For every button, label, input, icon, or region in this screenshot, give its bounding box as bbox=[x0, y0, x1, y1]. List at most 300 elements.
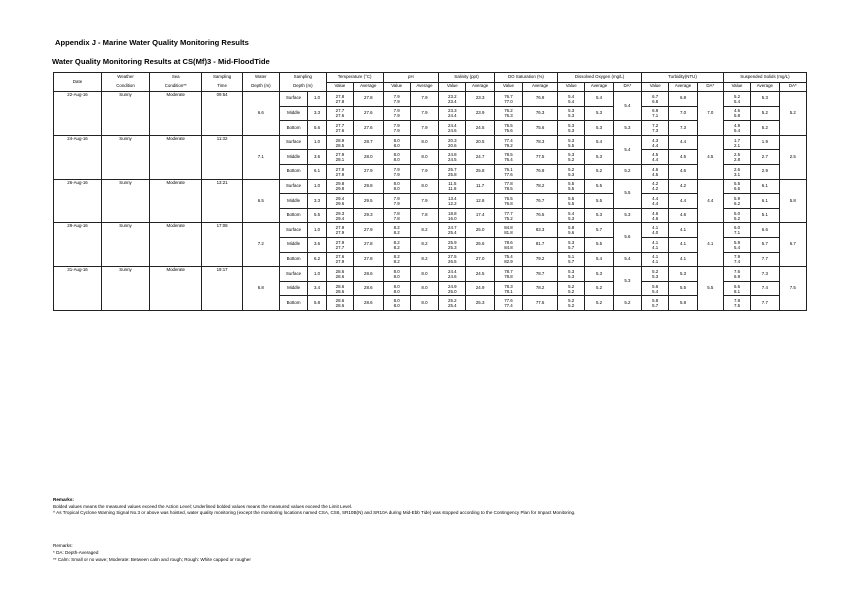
turbidity-values-reading: 6.8 bbox=[652, 98, 659, 104]
do-saturation-values-reading: 78.6 bbox=[504, 239, 513, 245]
dissolved-oxygen-average: 5.3 bbox=[585, 121, 613, 136]
temperature-values-reading: 28.1 bbox=[335, 157, 345, 163]
do-saturation-average: 76.7 bbox=[523, 194, 558, 209]
col-header-suspended-solids: Suspended Solids (mg/L) bbox=[723, 73, 806, 83]
salinity-values-reading: 24.6 bbox=[448, 127, 457, 133]
temperature-values-reading: 29.6 bbox=[335, 200, 345, 206]
dissolved-oxygen-average: 5.4 bbox=[585, 135, 613, 150]
ph-values-reading: 8.0 bbox=[393, 268, 400, 274]
temperature-values-reading: 28.6 bbox=[335, 303, 345, 309]
do-saturation-values-reading: 76.4 bbox=[504, 157, 513, 163]
do-saturation-values-reading: 77.6 bbox=[504, 171, 513, 177]
dissolved-oxygen-average: 5.3 bbox=[585, 208, 613, 223]
turbidity-values-reading: 4.4 bbox=[652, 157, 659, 163]
ph-average: 8.0 bbox=[410, 281, 438, 296]
turbidity-average: 4.2 bbox=[669, 179, 697, 194]
ph-values-reading: 7.9 bbox=[393, 200, 400, 206]
suspended-solids-values-reading: 5.9 bbox=[733, 239, 741, 245]
salinity-values bbox=[439, 150, 466, 165]
subheader-da: DA* bbox=[697, 82, 723, 92]
ph-values-reading: 8.0 bbox=[393, 273, 400, 279]
do-saturation-values-reading: 78.3 bbox=[504, 283, 513, 289]
dissolved-oxygen-values-reading: 5.2 bbox=[568, 157, 575, 163]
temperature-average: 27.8 bbox=[354, 92, 383, 107]
suspended-solids-values-reading: 2.5 bbox=[733, 152, 741, 158]
turbidity-values bbox=[642, 92, 669, 107]
do-saturation-values-reading: 77.4 bbox=[504, 303, 513, 309]
sampling-level-cell: Bottom bbox=[279, 252, 307, 267]
subheader-average: Average bbox=[466, 82, 494, 92]
temperature-values-reading: 29.8 bbox=[335, 186, 345, 192]
col-header-turbidity: Turbidity(NTU) bbox=[642, 73, 724, 83]
suspended-solids-values-reading: 5.4 bbox=[733, 244, 741, 250]
suspended-solids-values bbox=[723, 237, 750, 252]
do-saturation-values-reading: 78.1 bbox=[504, 288, 513, 294]
temperature-values-reading: 27.9 bbox=[335, 239, 345, 245]
salinity-values bbox=[439, 92, 466, 107]
dissolved-oxygen-values-reading: 5.5 bbox=[568, 142, 575, 148]
turbidity-values bbox=[642, 267, 669, 282]
remarks-bottom bbox=[53, 543, 251, 563]
turbidity-average: 5.8 bbox=[669, 296, 697, 311]
do-saturation-values-reading: 76.2 bbox=[504, 108, 513, 114]
dissolved-oxygen-values-reading: 5.4 bbox=[568, 93, 575, 99]
temperature-values-reading: 27.8 bbox=[335, 98, 345, 104]
turbidity-average: 4.1 bbox=[669, 252, 697, 267]
salinity-values-reading: 12.2 bbox=[448, 200, 457, 206]
sea-condition-cell: Moderate bbox=[150, 267, 202, 311]
turbidity-values bbox=[642, 179, 669, 194]
suspended-solids-values-reading: 5.5 bbox=[733, 181, 741, 187]
sampling-depth-cell: 6.2 bbox=[308, 252, 327, 267]
sampling-level-cell: Middle bbox=[279, 106, 307, 121]
ph-values-reading: 8.0 bbox=[393, 298, 400, 304]
salinity-average: 12.8 bbox=[466, 194, 494, 209]
do-saturation-values-reading: 77.6 bbox=[504, 298, 513, 304]
salinity-values bbox=[439, 194, 466, 209]
subheader-value: Value bbox=[642, 82, 669, 92]
dissolved-oxygen-values-reading: 5.3 bbox=[568, 108, 575, 114]
dissolved-oxygen-values bbox=[558, 223, 585, 238]
weather-cell: Sunny bbox=[102, 92, 150, 136]
ph-values-reading: 7.9 bbox=[393, 122, 400, 128]
dissolved-oxygen-da: 5.6 bbox=[613, 223, 641, 252]
sampling-level-cell: Bottom bbox=[279, 296, 307, 311]
salinity-values-reading: 25.2 bbox=[448, 298, 457, 304]
sampling-level-cell: Middle bbox=[279, 281, 307, 296]
subheader-value: Value bbox=[383, 82, 410, 92]
do-saturation-values-reading: 77.4 bbox=[504, 137, 513, 143]
dissolved-oxygen-average: 5.5 bbox=[585, 179, 613, 194]
temperature-values-reading: 27.8 bbox=[335, 93, 345, 99]
do-saturation-average: 77.5 bbox=[523, 296, 558, 311]
temperature-average: 28.0 bbox=[354, 150, 383, 165]
temperature-values bbox=[326, 237, 353, 252]
subheader-value: Value bbox=[723, 82, 750, 92]
suspended-solids-average: 7.4 bbox=[751, 281, 779, 296]
sampling-depth-cell: 5.6 bbox=[308, 121, 327, 136]
ph-values-reading: 7.9 bbox=[393, 113, 400, 119]
ph-values bbox=[383, 237, 410, 252]
sampling-level-cell: Surface bbox=[279, 92, 307, 107]
dissolved-oxygen-values bbox=[558, 121, 585, 136]
sea-condition-cell: Moderate bbox=[150, 92, 202, 136]
dissolved-oxygen-average: 5.3 bbox=[585, 150, 613, 165]
ph-values-reading: 7.8 bbox=[393, 215, 400, 221]
suspended-solids-average: 7.3 bbox=[751, 267, 779, 282]
ph-values bbox=[383, 208, 410, 223]
dissolved-oxygen-values-reading: 5.3 bbox=[568, 152, 575, 158]
turbidity-values-reading: 4.4 bbox=[652, 142, 659, 148]
turbidity-average: 4.5 bbox=[669, 150, 697, 165]
dissolved-oxygen-values bbox=[558, 252, 585, 267]
ph-average: 8.0 bbox=[410, 179, 438, 194]
suspended-solids-average: 5.7 bbox=[751, 237, 779, 252]
dissolved-oxygen-values-reading: 5.2 bbox=[568, 288, 575, 294]
turbidity-values-reading: 4.1 bbox=[652, 239, 659, 245]
turbidity-values-reading: 4.6 bbox=[652, 215, 659, 221]
col-header-weather: Weather Condition bbox=[102, 73, 150, 92]
col-header-ph: pH bbox=[383, 73, 439, 83]
turbidity-values-reading: 7.3 bbox=[652, 127, 659, 133]
col-header-sampling-depth: Sampling Depth (m) bbox=[279, 73, 326, 92]
turbidity-average: 7.3 bbox=[669, 121, 697, 136]
ph-values bbox=[383, 164, 410, 179]
turbidity-average: 4.4 bbox=[669, 194, 697, 209]
dissolved-oxygen-average: 5.2 bbox=[585, 281, 613, 296]
salinity-average: 23.3 bbox=[466, 92, 494, 107]
dissolved-oxygen-average: 5.7 bbox=[585, 223, 613, 238]
ph-values bbox=[383, 135, 410, 150]
water-depth-cell: 6.6 bbox=[242, 92, 279, 136]
col-header-date: Date bbox=[54, 73, 102, 92]
ph-values bbox=[383, 106, 410, 121]
temperature-values-reading: 27.7 bbox=[335, 122, 345, 128]
remarks-line: ^ As Tropical Cyclone Warning Signal No.3 or above was hoisted, water quality monitoring (except the monitoring locations named CSA, CS6, SR10B(N) and SR10A during Mid-Ebb Tide) was stopped according to the Contingency Plan for Impact Monitoring. bbox=[53, 510, 576, 516]
salinity-values-reading: 25.4 bbox=[448, 230, 457, 236]
dissolved-oxygen-average: 5.2 bbox=[585, 164, 613, 179]
header-row-1 bbox=[54, 73, 807, 83]
do-saturation-values-reading: 84.8 bbox=[504, 225, 513, 231]
water-quality-table bbox=[53, 72, 807, 311]
ph-values-reading: 8.0 bbox=[393, 288, 400, 294]
dissolved-oxygen-average: 5.5 bbox=[585, 194, 613, 209]
ph-values bbox=[383, 150, 410, 165]
suspended-solids-values bbox=[723, 164, 750, 179]
sampling-time-cell: 09:54 bbox=[202, 92, 242, 136]
do-saturation-values bbox=[494, 208, 522, 223]
do-saturation-average: 75.6 bbox=[523, 121, 558, 136]
do-saturation-values bbox=[494, 194, 522, 209]
turbidity-values-reading: 5.6 bbox=[652, 283, 659, 289]
suspended-solids-average: 6.6 bbox=[751, 223, 779, 238]
temperature-values bbox=[326, 208, 353, 223]
temperature-average: 27.6 bbox=[354, 121, 383, 136]
salinity-average: 24.9 bbox=[466, 281, 494, 296]
dissolved-oxygen-values bbox=[558, 150, 585, 165]
do-saturation-values-reading: 78.7 bbox=[504, 268, 513, 274]
salinity-values-reading: 24.7 bbox=[448, 225, 457, 231]
date-cell: 26-Aug-16 bbox=[54, 179, 102, 223]
suspended-solids-average: 7.7 bbox=[751, 296, 779, 311]
temperature-values-reading: 27.6 bbox=[335, 127, 345, 133]
salinity-average: 27.0 bbox=[466, 252, 494, 267]
dissolved-oxygen-values-reading: 5.8 bbox=[568, 225, 575, 231]
dissolved-oxygen-average: 5.5 bbox=[585, 237, 613, 252]
suspended-solids-average: 5.2 bbox=[751, 121, 779, 136]
ph-values-reading: 8.0 bbox=[393, 157, 400, 163]
salinity-values-reading: 24.4 bbox=[448, 268, 457, 274]
sampling-level-cell: Surface bbox=[279, 267, 307, 282]
suspended-solids-da: 2.5 bbox=[779, 135, 806, 179]
salinity-values bbox=[439, 179, 466, 194]
temperature-values-reading: 27.7 bbox=[335, 244, 345, 250]
sampling-depth-cell: 3.3 bbox=[308, 194, 327, 209]
dissolved-oxygen-da: 5.2 bbox=[613, 164, 641, 179]
suspended-solids-values bbox=[723, 194, 750, 209]
ph-values-reading: 8.2 bbox=[393, 239, 400, 245]
ph-average: 7.9 bbox=[410, 194, 438, 209]
dissolved-oxygen-values-reading: 5.6 bbox=[568, 230, 575, 236]
subheader-da: DA* bbox=[613, 82, 641, 92]
ph-values bbox=[383, 267, 410, 282]
turbidity-values-reading: 4.1 bbox=[652, 244, 659, 250]
salinity-values bbox=[439, 135, 466, 150]
water-depth-cell: 7.2 bbox=[242, 223, 279, 267]
temperature-values-reading: 29.4 bbox=[335, 195, 345, 201]
do-saturation-values-reading: 82.9 bbox=[504, 259, 513, 265]
ph-values-reading: 8.2 bbox=[393, 254, 400, 260]
salinity-values-reading: 23.3 bbox=[448, 108, 457, 114]
sampling-level-cell: Bottom bbox=[279, 121, 307, 136]
do-saturation-average: 78.2 bbox=[523, 179, 558, 194]
suspended-solids-average: 2.9 bbox=[751, 164, 779, 179]
date-cell: 29-Aug-16 bbox=[54, 223, 102, 267]
do-saturation-average: 76.5 bbox=[523, 208, 558, 223]
temperature-values bbox=[326, 223, 353, 238]
ph-values-reading: 8.2 bbox=[393, 244, 400, 250]
col-header-salinity: Salinity (ppt) bbox=[439, 73, 495, 83]
do-saturation-average: 81.7 bbox=[523, 237, 558, 252]
col-header-sampling-time: Sampling Time bbox=[202, 73, 242, 92]
dissolved-oxygen-da: 5.4 bbox=[613, 135, 641, 164]
do-saturation-values-reading: 78.5 bbox=[504, 152, 513, 158]
turbidity-values bbox=[642, 281, 669, 296]
sampling-depth-cell: 3.6 bbox=[308, 150, 327, 165]
do-saturation-values-reading: 75.4 bbox=[504, 254, 513, 260]
sampling-depth-cell: 5.5 bbox=[308, 208, 327, 223]
suspended-solids-values bbox=[723, 121, 750, 136]
ph-values-reading: 8.0 bbox=[393, 186, 400, 192]
ph-values-reading: 7.9 bbox=[393, 93, 400, 99]
temperature-average: 29.5 bbox=[354, 194, 383, 209]
dissolved-oxygen-values bbox=[558, 106, 585, 121]
salinity-values-reading: 27.5 bbox=[448, 254, 457, 260]
appendix-title: Appendix J - Marine Water Quality Monitoring Results bbox=[55, 38, 249, 47]
turbidity-values-reading: 4.2 bbox=[652, 181, 659, 187]
temperature-average: 28.6 bbox=[354, 296, 383, 311]
subheader-value: Value bbox=[439, 82, 466, 92]
remarks-top bbox=[53, 497, 575, 517]
do-saturation-values-reading: 76.7 bbox=[504, 93, 513, 99]
date-cell: 22-Aug-16 bbox=[54, 92, 102, 136]
ph-values bbox=[383, 296, 410, 311]
turbidity-da: 4.1 bbox=[697, 223, 723, 267]
turbidity-values bbox=[642, 296, 669, 311]
ph-values bbox=[383, 223, 410, 238]
ph-values-reading: 7.9 bbox=[393, 171, 400, 177]
suspended-solids-values bbox=[723, 92, 750, 107]
suspended-solids-values-reading: 2.8 bbox=[733, 157, 741, 163]
salinity-values bbox=[439, 106, 466, 121]
suspended-solids-values-reading: 5.2 bbox=[733, 215, 741, 221]
temperature-values bbox=[326, 106, 353, 121]
ph-values bbox=[383, 281, 410, 296]
dissolved-oxygen-values-reading: 5.2 bbox=[568, 283, 575, 289]
suspended-solids-values-reading: 1.7 bbox=[733, 137, 741, 143]
turbidity-average: 4.1 bbox=[669, 223, 697, 238]
sampling-depth-cell: 3.4 bbox=[308, 281, 327, 296]
suspended-solids-average: 6.1 bbox=[751, 179, 779, 194]
turbidity-values bbox=[642, 164, 669, 179]
suspended-solids-values-reading: 3.1 bbox=[733, 171, 741, 177]
temperature-values bbox=[326, 267, 353, 282]
dissolved-oxygen-values-reading: 5.7 bbox=[568, 259, 575, 265]
suspended-solids-values-reading: 7.9 bbox=[733, 254, 741, 260]
turbidity-values-reading: 4.5 bbox=[652, 171, 659, 177]
suspended-solids-values bbox=[723, 267, 750, 282]
sampling-level-cell: Middle bbox=[279, 237, 307, 252]
ph-average: 7.9 bbox=[410, 92, 438, 107]
suspended-solids-values-reading: 4.6 bbox=[733, 108, 741, 114]
turbidity-average: 7.0 bbox=[669, 106, 697, 121]
turbidity-values-reading: 4.4 bbox=[652, 200, 659, 206]
temperature-average: 27.8 bbox=[354, 252, 383, 267]
turbidity-values-reading: 4.3 bbox=[652, 137, 659, 143]
do-saturation-values bbox=[494, 267, 522, 282]
salinity-values-reading: 16.0 bbox=[448, 215, 457, 221]
sampling-level-cell: Bottom bbox=[279, 164, 307, 179]
do-saturation-values bbox=[494, 121, 522, 136]
temperature-values bbox=[326, 179, 353, 194]
turbidity-values bbox=[642, 135, 669, 150]
salinity-values-reading: 24.5 bbox=[448, 157, 457, 163]
date-cell: 31-Aug-16 bbox=[54, 267, 102, 311]
suspended-solids-average: 5.2 bbox=[751, 106, 779, 121]
ph-values-reading: 7.9 bbox=[393, 108, 400, 114]
do-saturation-values-reading: 77.0 bbox=[504, 98, 513, 104]
suspended-solids-values bbox=[723, 252, 750, 267]
turbidity-da: 4.4 bbox=[697, 179, 723, 223]
ph-values-reading: 8.0 bbox=[393, 142, 400, 148]
table-row bbox=[54, 92, 807, 107]
temperature-values-reading: 28.5 bbox=[335, 142, 345, 148]
subheader-value: Value bbox=[326, 82, 353, 92]
dissolved-oxygen-values-reading: 5.5 bbox=[568, 200, 575, 206]
ph-values-reading: 7.8 bbox=[393, 210, 400, 216]
sampling-time-cell: 19:17 bbox=[202, 267, 242, 311]
dissolved-oxygen-values-reading: 5.3 bbox=[568, 215, 575, 221]
do-saturation-values-reading: 79.2 bbox=[504, 142, 513, 148]
dissolved-oxygen-values bbox=[558, 208, 585, 223]
dissolved-oxygen-values-reading: 5.3 bbox=[568, 113, 575, 119]
salinity-values bbox=[439, 164, 466, 179]
temperature-values bbox=[326, 135, 353, 150]
dissolved-oxygen-da: 5.5 bbox=[613, 179, 641, 208]
col-header-sea: Sea Condition** bbox=[150, 73, 202, 92]
do-saturation-average: 83.3 bbox=[523, 223, 558, 238]
turbidity-values-reading: 4.1 bbox=[652, 254, 659, 260]
do-saturation-average: 76.9 bbox=[523, 164, 558, 179]
turbidity-average: 4.1 bbox=[669, 237, 697, 252]
date-cell: 24-Aug-16 bbox=[54, 135, 102, 179]
salinity-values-reading: 11.8 bbox=[448, 186, 457, 192]
salinity-values-reading: 24.9 bbox=[448, 283, 457, 289]
temperature-values bbox=[326, 150, 353, 165]
do-saturation-average: 76.3 bbox=[523, 106, 558, 121]
remarks-line: Bolded values means the measured values exceed the Action Level; Underlined bolded values means the measured values exceed the Limit Level. bbox=[53, 503, 353, 509]
sampling-depth-cell: 6.1 bbox=[308, 164, 327, 179]
ph-values-reading: 8.2 bbox=[393, 259, 400, 265]
ph-values bbox=[383, 252, 410, 267]
ph-average: 8.2 bbox=[410, 252, 438, 267]
dissolved-oxygen-values-reading: 5.2 bbox=[568, 303, 575, 309]
turbidity-values-reading: 5.2 bbox=[652, 268, 659, 274]
dissolved-oxygen-da: 5.2 bbox=[613, 296, 641, 311]
suspended-solids-values-reading: 5.4 bbox=[733, 127, 741, 133]
suspended-solids-da: 5.2 bbox=[779, 92, 806, 136]
ph-values bbox=[383, 121, 410, 136]
do-saturation-values bbox=[494, 281, 522, 296]
do-saturation-values-reading: 77.8 bbox=[504, 181, 513, 187]
dissolved-oxygen-values bbox=[558, 164, 585, 179]
suspended-solids-values-reading: 4.9 bbox=[733, 122, 741, 128]
dissolved-oxygen-average: 5.4 bbox=[585, 252, 613, 267]
dissolved-oxygen-values-reading: 5.3 bbox=[568, 171, 575, 177]
salinity-values-reading: 25.4 bbox=[448, 303, 457, 309]
suspended-solids-values-reading: 5.2 bbox=[733, 93, 741, 99]
salinity-values-reading: 25.7 bbox=[448, 166, 457, 172]
turbidity-values-reading: 7.1 bbox=[652, 113, 659, 119]
salinity-values bbox=[439, 267, 466, 282]
weather-cell: Sunny bbox=[102, 267, 150, 311]
turbidity-values bbox=[642, 237, 669, 252]
ph-values-reading: 8.0 bbox=[393, 303, 400, 309]
temperature-values-reading: 27.9 bbox=[335, 230, 345, 236]
subheader-average: Average bbox=[585, 82, 613, 92]
do-saturation-values-reading: 75.6 bbox=[504, 127, 513, 133]
turbidity-values-reading: 5.4 bbox=[652, 288, 659, 294]
ph-values-reading: 7.9 bbox=[393, 195, 400, 201]
dissolved-oxygen-values-reading: 5.5 bbox=[568, 195, 575, 201]
ph-values-reading: 8.0 bbox=[393, 181, 400, 187]
subheader-da: DA* bbox=[779, 82, 806, 92]
salinity-average: 25.6 bbox=[466, 237, 494, 252]
subheader-average: Average bbox=[523, 82, 558, 92]
dissolved-oxygen-values-reading: 5.3 bbox=[568, 137, 575, 143]
salinity-values-reading: 23.4 bbox=[448, 98, 457, 104]
water-depth-cell: 6.8 bbox=[242, 267, 279, 311]
temperature-values-reading: 27.9 bbox=[335, 166, 345, 172]
salinity-values bbox=[439, 237, 466, 252]
turbidity-da: 4.5 bbox=[697, 135, 723, 179]
dissolved-oxygen-values-reading: 5.4 bbox=[568, 210, 575, 216]
do-saturation-values-reading: 75.2 bbox=[504, 215, 513, 221]
subheader-value: Value bbox=[558, 82, 585, 92]
sampling-level-cell: Surface bbox=[279, 135, 307, 150]
do-saturation-average: 79.2 bbox=[523, 252, 558, 267]
remarks-line: ** Calm: Small or no wave; Moderate: Between calm and rough; Rough: White capped or rougher bbox=[53, 556, 251, 562]
